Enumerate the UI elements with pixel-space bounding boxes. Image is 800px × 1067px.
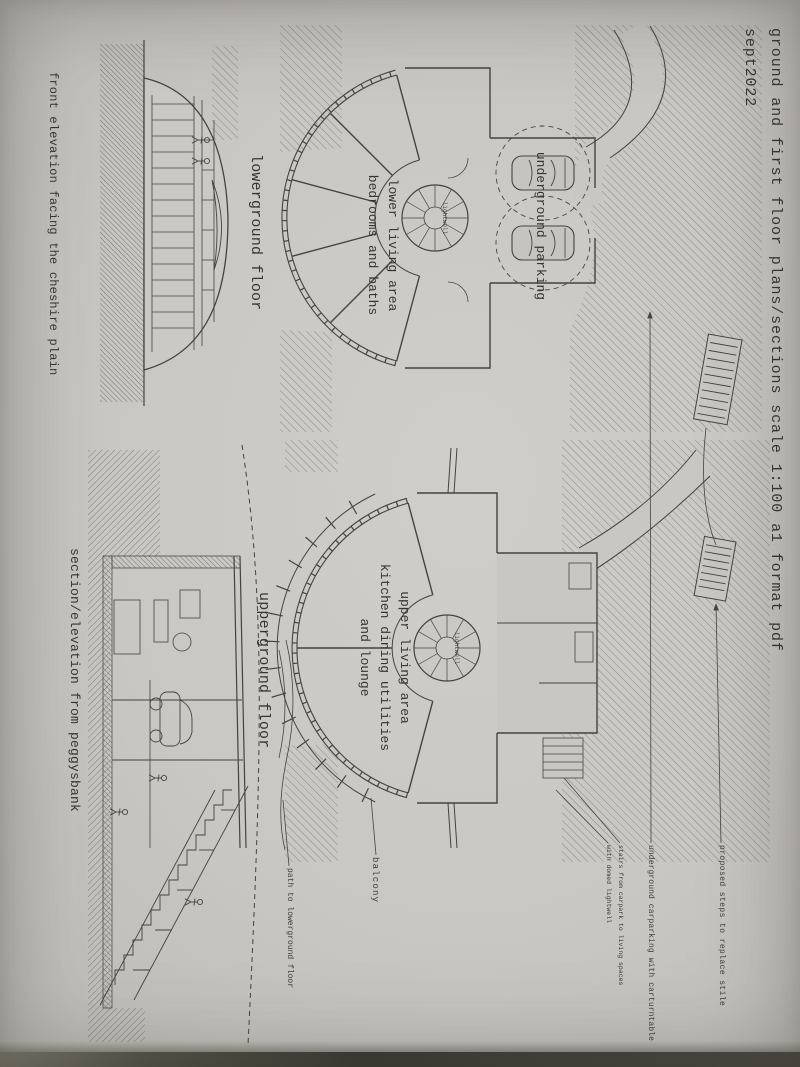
table-surface xyxy=(0,1052,800,1067)
label-underground-parking: underground parking xyxy=(533,151,548,301)
label-lightwell-upper: lightwell xyxy=(453,631,460,665)
front-elevation-drawing xyxy=(100,40,238,406)
label-upper-living-line3: and lounge xyxy=(357,618,372,697)
label-upper-living-line2: kitchen dining utilities xyxy=(377,563,392,752)
label-lower-living-area xyxy=(362,150,402,340)
caption-peggys-section: section/elevation from peggysbank xyxy=(67,548,82,813)
annotation-path: path to lowerground floor xyxy=(285,868,294,989)
label-lower-living-line1: lower living area xyxy=(385,178,400,312)
label-lower-living-line2: bedrooms and baths xyxy=(365,174,380,316)
annotation-stairs-line2: with domed lightwell xyxy=(605,845,612,924)
sheet-date: sept2022 xyxy=(741,28,758,108)
caption-upper-ground-floor: upperground floor xyxy=(255,592,272,749)
caption-lower-ground-floor: lowerground floor xyxy=(247,154,264,311)
annotation-stairs-line1: stairs from carpark to living spaces xyxy=(617,845,624,986)
label-lightwell-lower: lightwell xyxy=(441,201,448,235)
annotation-proposed-steps: proposed steps to replace stile xyxy=(717,845,726,1007)
sheet-title: ground and first floor plans/sections scale 1:100 a1 format pdf xyxy=(767,28,784,652)
annotation-balcony: balcony xyxy=(370,857,380,904)
caption-front-elevation: front elevation facing the cheshire plain xyxy=(46,72,60,376)
annotation-underground-carparking: underground carparking with carturntable xyxy=(646,845,655,1042)
peggys-bank-section xyxy=(88,445,259,1045)
label-upper-living-line1: upper living area xyxy=(397,591,412,724)
label-upper-living-area xyxy=(354,560,414,755)
